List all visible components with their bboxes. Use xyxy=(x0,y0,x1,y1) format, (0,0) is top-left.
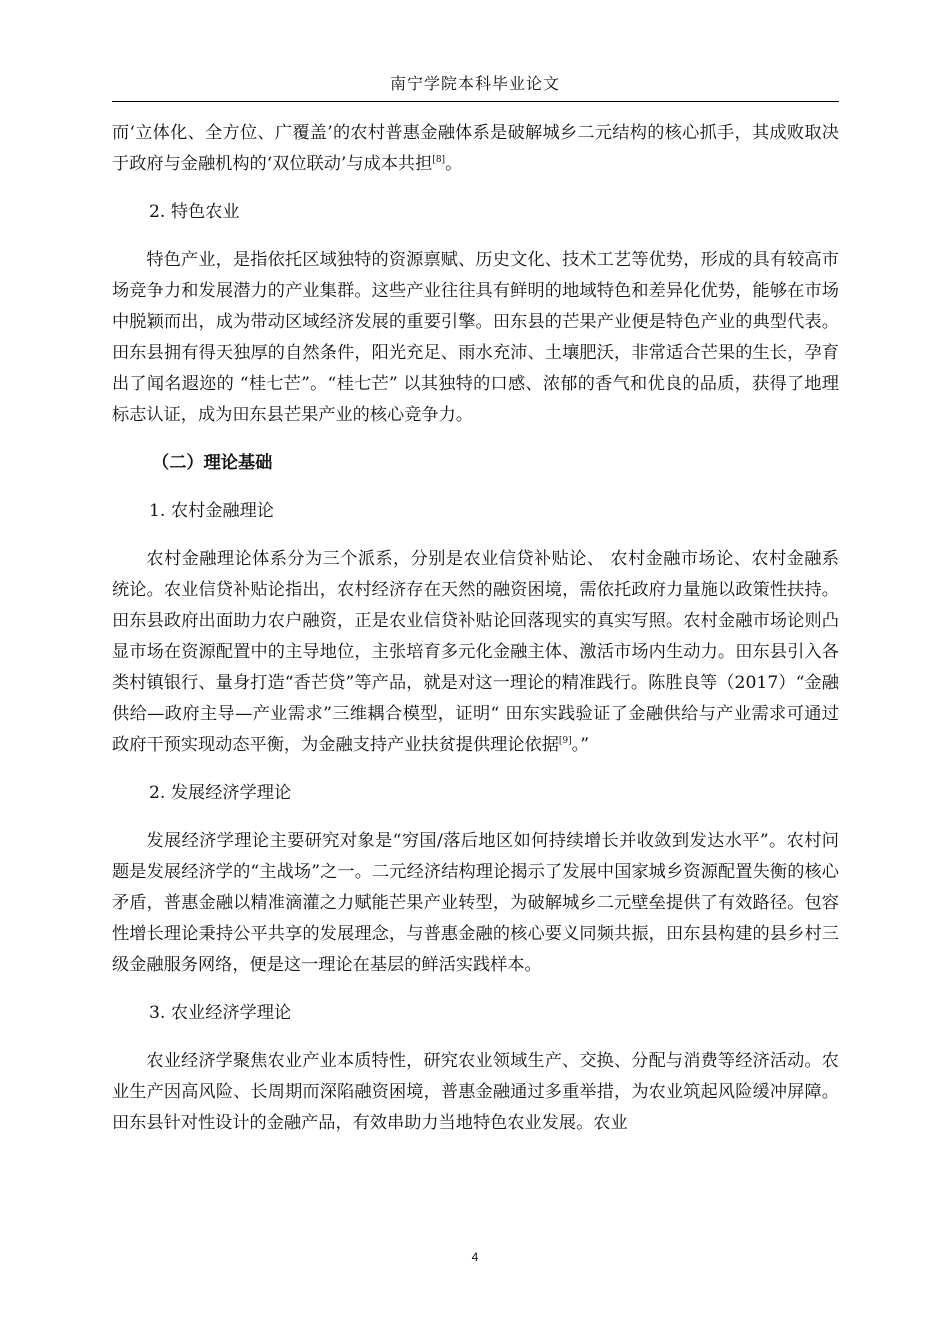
paragraph-tail: 。 xyxy=(445,154,463,174)
paragraph-development-economics: 发展经济学理论主要研究对象是“穷国/落后地区如何持续增长并收敛到发达水平”。农村问题是发展经济学的“主战场”之一。二元经济结构理论揭示了发展中国家城乡资源配置失衡的核心矛盾，普惠金融以精准滴灌之力赋能芒果产业转型，为破解城乡二元壁垒提供了有效路径。包容性增长理论秉持公平共享的发展理念，与普惠金融的核心要义同频共振，田东县构建的县乡村三级金融服务网络，便是这一理论在基层的鲜活实践样本。 xyxy=(112,831,839,975)
subheading-agricultural-economics: 3. 农业经济学理论 xyxy=(149,1003,292,1023)
section-heading-theory: （二）理论基础 xyxy=(152,453,273,473)
subheading-development-economics: 2. 发展经济学理论 xyxy=(149,783,292,803)
paragraph-agricultural-economics: 农业经济学聚焦农业产业本质特性，研究农业领域生产、交换、分配与消费等经济活动。农业生产因高风险、长周期而深陷融资困境，普惠金融通过多重举措，为农业筑起风险缓冲屏障。田东县针对性设计的金融产品，有效串助力当地特色农业发展。农业 xyxy=(112,1051,839,1133)
page-number: 4 xyxy=(471,1250,479,1264)
subheading-rural-finance: 1. 农村金融理论 xyxy=(149,501,274,521)
subheading-special-agriculture: 2. 特色农业 xyxy=(149,202,240,222)
header-rule xyxy=(112,101,839,102)
paragraph-text: 农村金融理论体系分为三个派系，分别是农业信贷补贴论、 农村金融市场论、农村金融系统论。农业信贷补贴论指出，农村经济存在天然的融资困境，需依托政府力量施以政策性扶持。田东县政府出面助力农户融资，正是农业信贷补贴论回落现实的真实写照。农村金融市场论则凸显市场在资源配置中的主导地位，主张培育多元化金融主体、激活市场内生动力。田东县引入各类村镇银行、量身打造“香芒贷”等产品，就是对这一理论的精准践行。陈胜良等（2017）“金融供给—政府主导—产业需求”三维耦合模型，证明“ 田东实践验证了金融供给与产业需求可通过政府干预实现动态平衡，为金融支持产业扶贫提供理论依据 xyxy=(112,549,839,755)
paragraph-text: 而‘立体化、全方位、广覆盖’的农村普惠金融体系是破解城乡二元结构的核心抓手，其成败取决于政府与金融机构的‘双位联动’与成本共担 xyxy=(112,123,839,174)
citation-ref: [9] xyxy=(558,736,572,746)
running-header: 南宁学院本科毕业论文 xyxy=(389,74,560,93)
continuation-paragraph xyxy=(112,118,839,180)
paragraph-special-industry: 特色产业，是指依托区域独特的资源禀赋、历史文化、技术工艺等优势，形成的具有较高市场竞争力和发展潜力的产业集群。这些产业往往具有鲜明的地域特色和差异化优势，能够在市场中脱颖而出，成为带动区域经济发展的重要引擎。田东县的芒果产业便是特色产业的典型代表。田东县拥有得天独厚的自然条件，阳光充足、雨水充沛、土壤肥沃，非常适合芒果的生长，孕育出了闻名遐迩的 “桂七芒”。“桂七芒” 以其独特的口感、浓郁的香气和优良的品质，获得了地理标志认证，成为田东县芒果产业的核心竞争力。 xyxy=(112,250,839,425)
paragraph-tail: 。” xyxy=(571,735,590,755)
page-body xyxy=(112,118,839,1139)
citation-ref: [8] xyxy=(432,155,446,165)
paragraph-rural-finance xyxy=(112,544,839,761)
